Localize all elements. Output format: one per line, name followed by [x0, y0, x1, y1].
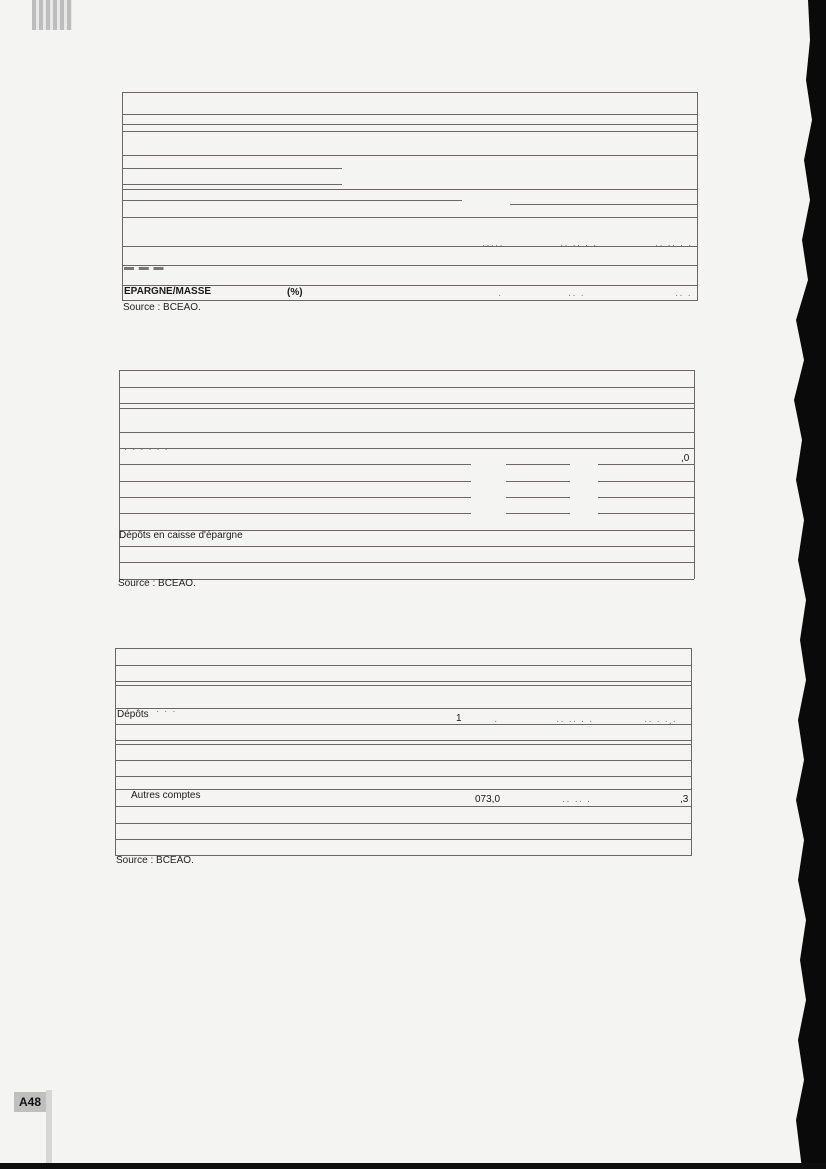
row-label-depots: Dépôts — [117, 709, 149, 720]
faded-value: · — [498, 290, 503, 301]
faded-value: ·· ·· · — [562, 796, 592, 807]
value-partial: ,0 — [681, 453, 690, 464]
faded-value: ·· ·· · · — [655, 240, 693, 251]
faded-text: · · · — [156, 706, 177, 717]
value-autres-comptes-2: ,3 — [680, 794, 689, 805]
faded-value: ·· ·· · · — [560, 240, 598, 251]
scan-marker — [32, 0, 72, 30]
value-depots: 1 — [456, 713, 462, 724]
source-note: Source : BCEAO. — [118, 578, 196, 589]
torn-edge-graphic — [786, 0, 826, 1169]
source-note: Source : BCEAO. — [116, 855, 194, 866]
source-note: Source : BCEAO. — [123, 302, 201, 313]
bottom-edge — [0, 1163, 826, 1169]
faded-value: ·· · ·,· — [644, 716, 677, 727]
faded-value: ·· · — [568, 290, 585, 301]
margin-strip — [46, 1090, 52, 1169]
faded-value: ·· ·· · · — [556, 716, 594, 727]
faded-text: · · · · · · — [124, 444, 169, 455]
faded-value: ····· — [482, 240, 504, 251]
faded-text: ▬ ▬ ▬ — [124, 262, 165, 273]
unit-label: (%) — [287, 287, 303, 298]
value-autres-comptes-1: 073,0 — [475, 794, 501, 805]
faded-value: ·· · — [675, 290, 692, 301]
row-label-autres-comptes: Autres comptes — [131, 790, 201, 801]
row-label-epargne-masse: EPARGNE/MASSE — [124, 286, 212, 297]
row-label-depots-caisse-epargne: Dépôts en caisse d'épargne — [119, 530, 243, 541]
page-number: A48 — [14, 1092, 46, 1112]
faded-value: · — [494, 716, 499, 727]
